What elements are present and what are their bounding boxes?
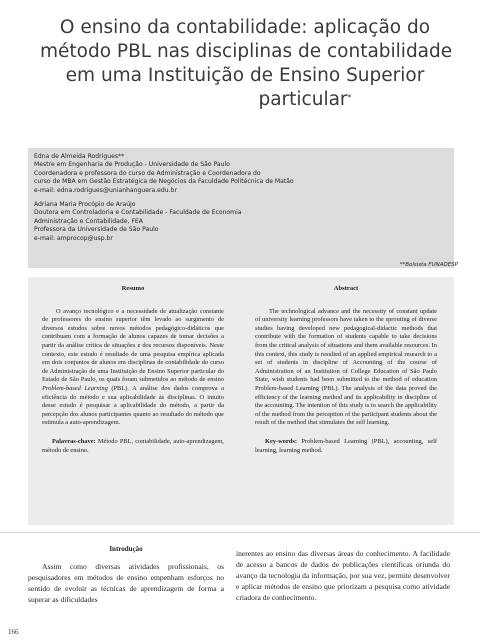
resumo-body-pre: O avanço tecnológico e a necessidade de atualização constante de professores do ensino superior têm levado ao surgimento de diversos estudos sobre novos métodos pedagógico-didáticos que contribuam com a formação de alunos capazes de tomar decisões a partir da análise crítica de situações e dos recursos disponíveis. Neste contexto, este estudo é resultado de uma pesquisa empírica aplicada em dois conjuntos de alunos em disciplinas de contabilidade do curso de Administração de uma Instituição de Ensino Superior particular do Estado de São Paulo, os quais foram submetidos ao método de ensino bbox=[42, 307, 224, 384]
scholarship-note: **Bolsista FUNADESP bbox=[399, 262, 458, 268]
abstracts-box bbox=[28, 274, 454, 525]
resumo-column bbox=[42, 285, 224, 465]
abstract-keywords-label: Key-words: bbox=[265, 437, 297, 445]
authors-box bbox=[28, 148, 454, 268]
author-1-role: Coordenadora e professora do curso de Administração e Coordenadora do bbox=[34, 169, 261, 177]
author-1-role-cont: curso de MBA em Gestão Estratégica de Negócios da Faculdade Politécnica de Matão bbox=[34, 178, 294, 186]
author-1-name: Edna de Almeida Rodrigues** bbox=[34, 153, 125, 160]
resumo-body-post: (PBL). A análise dos dados comprova a eficiência do método e sua aplicabilidade às disciplinas. O intuito desse estudo é pesquisar a aplicabilidade do método, a partir da percepção dos alunos participantes quanto ao resultado do método que estimula a auto-aprendizagem. bbox=[42, 384, 224, 427]
intro-heading: Introdução bbox=[109, 545, 143, 553]
author-block-1 bbox=[28, 153, 454, 195]
abstract-heading: Abstract bbox=[333, 285, 359, 292]
resumo-body bbox=[42, 308, 224, 428]
abstract-column bbox=[255, 285, 437, 465]
author-2-role: Professora da Universidade de São Paulo bbox=[34, 226, 159, 234]
title-footnote-mark: * bbox=[347, 93, 352, 102]
resumo-heading: Resumo bbox=[121, 285, 145, 292]
intro-left-column bbox=[28, 544, 224, 605]
author-1-degree: Mestre em Engenharia de Produção - Universidade de São Paulo bbox=[34, 161, 230, 169]
author-1-email[interactable]: e-mail: edna.rodrigues@unianhanguera.edu.br bbox=[34, 186, 177, 194]
resumo-keywords-text: Método PBL, contabilidade, auto-aprendizagem, método de ensino. bbox=[42, 437, 224, 454]
abstract-keywords-text: Problem-based Learning (PBL), accounting, self learning, learning method. bbox=[255, 437, 437, 454]
intro-left-text: Assim como diversas atividades profissionais, os pesquisadores em métodos de ensino empenham esforços no sentido de evoluir as técnicas de aprendizagem de forma a superar as dificuldades bbox=[28, 562, 224, 604]
title-line-2: método PBL nas disciplinas de contabilidade bbox=[40, 41, 453, 62]
author-2-name: Adriana Maria Procópio de Araújo bbox=[34, 201, 136, 209]
author-2-degree: Doutora em Controladoria e Contabilidade - Faculdade de Economia bbox=[34, 209, 242, 217]
resumo-keywords-label: Palavras-chave: bbox=[52, 437, 96, 445]
resumo-keywords bbox=[42, 438, 224, 455]
intro-right-column bbox=[236, 548, 450, 603]
article-title bbox=[40, 16, 453, 112]
resumo-body-em: Problem-based Learning bbox=[42, 384, 108, 392]
intro-right-text: inerentes ao ensino das diversas áreas do conhecimento. A facilidade de acesso a bancos de dados de publicações científicas oriunda do avanço da tecnologia da informação, por sua vez, permite desenvolver e aplicar métodos de ensino que priorizam a pesquisa como atividade criadora de conhecimento. bbox=[236, 549, 450, 602]
author-block-2 bbox=[28, 201, 454, 243]
title-line-1: O ensino da contabilidade: aplicação do bbox=[59, 17, 431, 38]
author-2-degree-cont: Administração e Contabilidade, FEA bbox=[34, 217, 143, 225]
title-line-4 bbox=[40, 88, 450, 112]
section-divider bbox=[0, 532, 480, 533]
title-line-4-text: particular bbox=[258, 89, 348, 110]
abstract-keywords bbox=[255, 438, 437, 455]
abstract-body: The technological advance and the necessity of constant update of university learning professors have taken to the sprouting of diverse studies having developed new pedagogical-didactic methods that contribute with the formation of students capable to take decisions from the critical analysis of situations and them available resources. In this context, this study is resulted of an applied empirical research to a set of students in discipline of Accounting of the course of Administration of an Institution of College Education of São Paulo State, wish students had been submitted to the method of education Problem-based Learning (PBL). The analysis of the data proved the efficiency of the learning method and its applicability in discipline of the accounting. The intention of this study is to search the applicability of the method from the perception of the participant students about the result of the method that stimulates the self learning. bbox=[255, 307, 437, 427]
author-2-email[interactable]: e-mail: amprocop@usp.br bbox=[34, 234, 113, 242]
title-line-3: em uma Instituição de Ensino Superior bbox=[65, 65, 425, 86]
page-number: 166 bbox=[8, 628, 19, 636]
